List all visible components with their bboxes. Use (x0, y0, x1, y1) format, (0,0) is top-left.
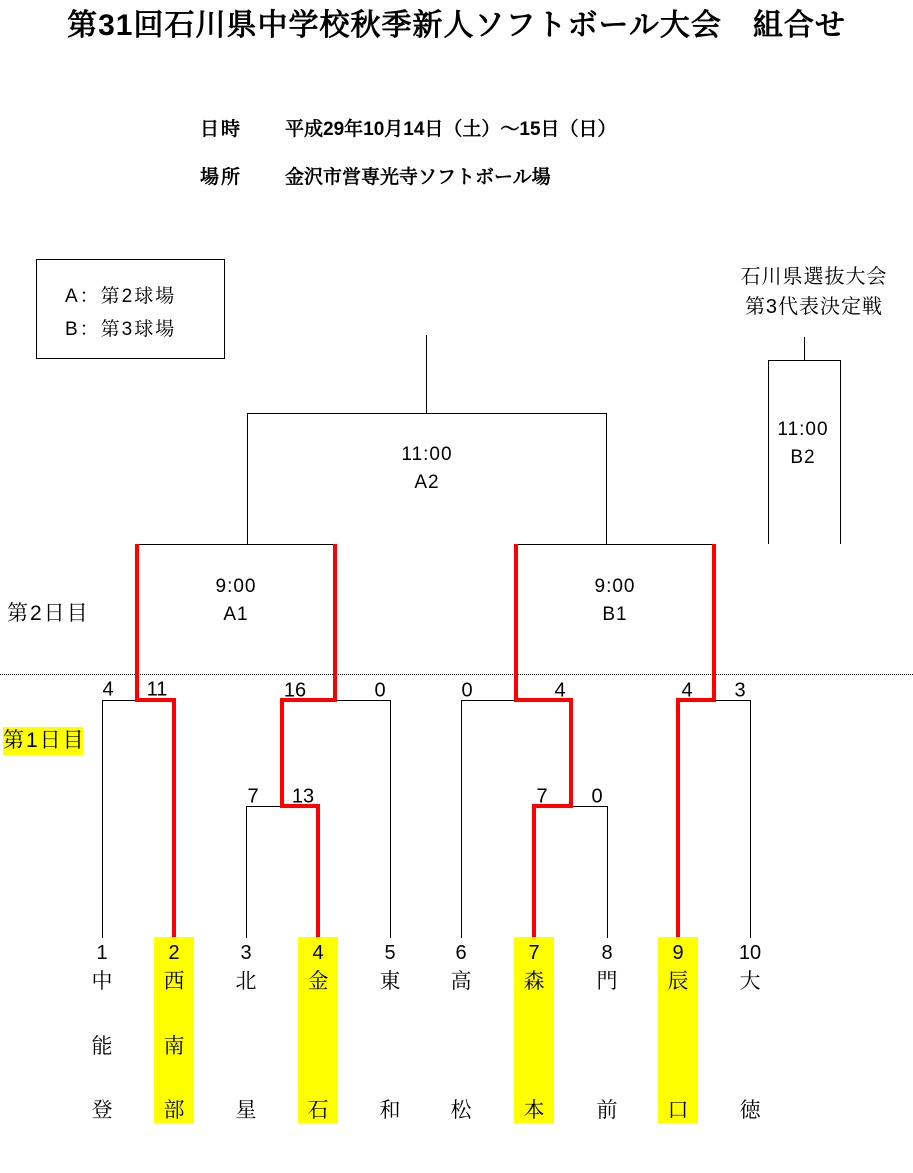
day1-label: 第1日目 (3, 727, 83, 755)
final-top-line (247, 413, 607, 414)
advance-line-semiA-right (333, 544, 337, 702)
advance-line-semiA-left (135, 544, 139, 702)
score-team7: 7 (536, 785, 548, 808)
team-name: 東 和 (379, 970, 401, 1122)
third-place-note-line1: 石川県選抜大会 (740, 266, 888, 288)
semi-left-top-line (137, 544, 336, 545)
final-stem-line (426, 335, 427, 413)
team-name: 門 前 (596, 970, 618, 1122)
team-number: 4 (312, 942, 324, 964)
third-place-stem-line (804, 337, 805, 360)
team-number: 2 (168, 942, 180, 964)
team-column-2 (154, 937, 194, 1123)
third-place-note (741, 262, 888, 322)
score-team10: 3 (734, 679, 746, 702)
team8-line (607, 806, 608, 938)
third-place-top-line (768, 360, 841, 361)
semi-right-match-label (595, 573, 636, 629)
advance-line-team7 (532, 804, 536, 941)
advance-line-semiB-right (712, 544, 716, 702)
third-place-left-line (768, 360, 769, 544)
semi-left-court: A1 (223, 604, 249, 625)
team-column-10 (730, 937, 770, 1123)
score-team9: 4 (681, 679, 693, 702)
team-number: 5 (384, 942, 396, 964)
semi-left-match-label (216, 573, 257, 629)
team-number: 10 (738, 942, 762, 964)
team-column-9 (658, 937, 698, 1123)
third-place-court: B2 (790, 447, 816, 468)
legend-court-b: B：第3球場 (65, 319, 177, 340)
legend-court-a: A：第2球場 (65, 286, 177, 307)
team-number: 7 (528, 942, 540, 964)
court-legend (36, 259, 225, 359)
team-number: 8 (601, 942, 613, 964)
team10-line (750, 700, 751, 938)
final-match-label (401, 441, 452, 497)
score-team5: 0 (374, 679, 386, 702)
score-team8: 0 (591, 785, 603, 808)
score-team3: 7 (247, 785, 259, 808)
advance-line-w34-drop (280, 698, 284, 808)
score-team1: 4 (102, 678, 114, 701)
team-column-7 (514, 937, 554, 1123)
semi-right-time: 9:00 (594, 576, 636, 597)
team-column-1 (82, 937, 122, 1123)
score-w78: 4 (554, 679, 566, 702)
team6-line (461, 700, 462, 938)
day2-label: 第2日目 (7, 602, 90, 625)
team-name: 西 南 部 (163, 970, 185, 1122)
team-number: 9 (672, 942, 684, 964)
team-number: 6 (455, 942, 467, 964)
team-column-3 (226, 937, 266, 1123)
venue-label: 場所 (200, 167, 243, 188)
team-number: 1 (96, 942, 108, 964)
third-place-match-label (777, 416, 828, 472)
team-column-6 (441, 937, 481, 1123)
page-title: 第31回石川県中学校秋季新人ソフトボール大会 組合せ (67, 9, 846, 42)
score-w34: 16 (283, 679, 307, 702)
advance-line-team2 (172, 698, 176, 941)
team1-line (102, 700, 103, 938)
advance-line-w78-drop (569, 698, 573, 808)
final-right-line (606, 413, 607, 544)
team-name: 高 松 (450, 970, 472, 1122)
team-name: 金 石 (307, 970, 329, 1122)
team-name: 大 徳 (739, 970, 761, 1122)
semi-left-time: 9:00 (215, 576, 257, 597)
team-number: 3 (240, 942, 252, 964)
third-place-note-line2: 第3代表決定戦 (744, 296, 884, 318)
advance-line-team4 (316, 804, 320, 941)
semi-right-top-line (516, 544, 715, 545)
team3-line (246, 806, 247, 938)
final-time: 11:00 (401, 444, 453, 465)
team-column-8 (587, 937, 627, 1123)
team-name: 森 本 (523, 970, 545, 1122)
advance-line-team9 (676, 698, 680, 941)
team5-line (390, 700, 391, 938)
team-name: 中 能 登 (91, 970, 113, 1122)
third-place-time: 11:00 (777, 419, 829, 440)
team-column-5 (370, 937, 410, 1123)
score-team2: 11 (146, 678, 168, 701)
semi-right-court: B1 (602, 604, 628, 625)
team-column-4 (298, 937, 338, 1123)
score-team4: 13 (291, 785, 315, 808)
third-place-right-line (840, 360, 841, 544)
final-left-line (247, 413, 248, 544)
date-label: 日時 (200, 119, 243, 140)
venue-value: 金沢市営専光寺ソフトボール場 (285, 167, 551, 188)
date-value: 平成29年10月14日（土）～15日（日） (285, 119, 617, 140)
final-court: A2 (414, 472, 440, 493)
advance-line-semiB-left (514, 544, 518, 702)
team-name: 辰 口 (667, 970, 689, 1122)
score-team6: 0 (461, 679, 473, 702)
team-name: 北 星 (235, 970, 257, 1122)
